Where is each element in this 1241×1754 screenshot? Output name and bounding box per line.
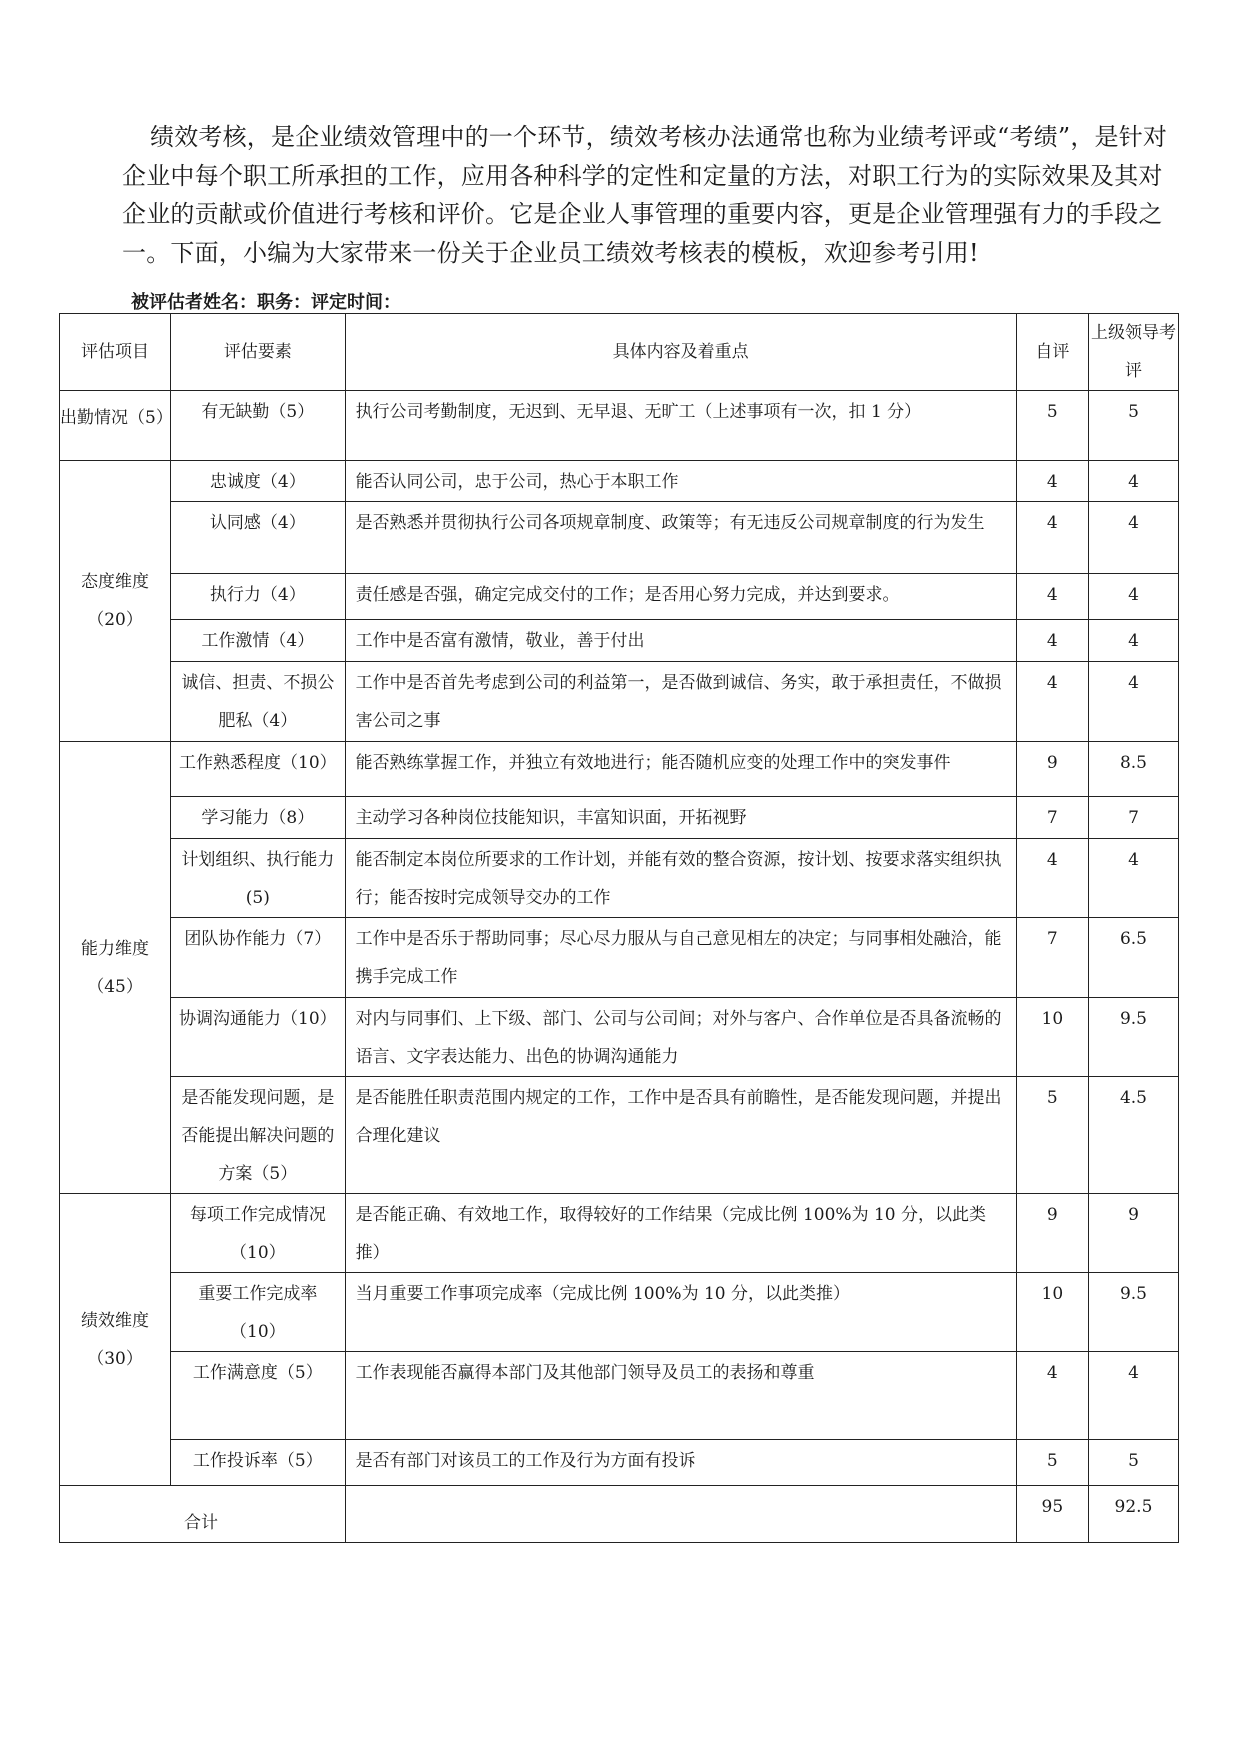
self-score-cell: 9 [1016, 1194, 1088, 1273]
element-cell: 认同感（4） [171, 502, 345, 574]
table-row [60, 662, 1179, 742]
total-content-cell [345, 1486, 1016, 1543]
table-row [60, 1273, 1179, 1352]
leader-score-cell: 9.5 [1088, 998, 1178, 1077]
header-category: 评估项目 [60, 314, 171, 391]
leader-score-cell: 9.5 [1088, 1273, 1178, 1352]
element-cell: 工作激情（4） [171, 620, 345, 662]
content-cell: 能否熟练掌握工作，并独立有效地进行；能否随机应变的处理工作中的突发事件 [345, 742, 1016, 797]
self-score-cell: 10 [1016, 998, 1088, 1077]
header-content: 具体内容及着重点 [345, 314, 1016, 391]
content-cell: 是否有部门对该员工的工作及行为方面有投诉 [345, 1440, 1016, 1486]
self-score-cell: 4 [1016, 574, 1088, 620]
intro-paragraph: 绩效考核，是企业绩效管理中的一个环节，绩效考核办法通常也称为业绩考评或“考绩”，是针对企业中每个职工所承担的工作，应用各种科学的定性和定量的方法，对职工行为的实际效果及其对企业的贡献或价值进行考核和评价。它是企业人事管理的重要内容，更是企业管理强有力的手段之一。下面，小编为大家带来一份关于企业员工绩效考核表的模板，欢迎参考引用! [122, 123, 1168, 267]
self-score-cell: 4 [1016, 839, 1088, 918]
content-cell: 是否能胜任职责范围内规定的工作，工作中是否具有前瞻性，是否能发现问题，并提出合理化建议 [345, 1077, 1016, 1194]
table-row [60, 391, 1179, 461]
leader-score-cell: 7 [1088, 797, 1178, 839]
content-cell: 能否制定本岗位所要求的工作计划，并能有效的整合资源，按计划、按要求落实组织执行；能否按时完成领导交办的工作 [345, 839, 1016, 918]
leader-score-cell: 4 [1088, 620, 1178, 662]
leader-score-cell: 4 [1088, 839, 1178, 918]
table-row [60, 1352, 1179, 1440]
table-header-row [60, 314, 1179, 391]
leader-score-cell: 9 [1088, 1194, 1178, 1273]
table-row [60, 998, 1179, 1077]
content-cell: 主动学习各种岗位技能知识，丰富知识面，开拓视野 [345, 797, 1016, 839]
table-row [60, 620, 1179, 662]
leader-score-cell: 5 [1088, 1440, 1178, 1486]
content-cell: 执行公司考勤制度，无迟到、无早退、无旷工（上述事项有一次，扣 1 分） [345, 391, 1016, 461]
content-cell: 工作中是否首先考虑到公司的利益第一，是否做到诚信、务实，敢于承担责任，不做损害公司之事 [345, 662, 1016, 742]
element-cell: 有无缺勤（5） [171, 391, 345, 461]
self-score-cell: 5 [1016, 1077, 1088, 1194]
header-self-score: 自评 [1016, 314, 1088, 391]
element-cell: 执行力（4） [171, 574, 345, 620]
self-score-cell: 4 [1016, 662, 1088, 742]
category-attitude: 态度维度（20） [60, 461, 171, 742]
element-cell: 学习能力（8） [171, 797, 345, 839]
element-cell: 协调沟通能力（10） [171, 998, 345, 1077]
table-row [60, 839, 1179, 918]
content-cell: 工作中是否乐于帮助同事；尽心尽力服从与自己意见相左的决定；与同事相处融洽，能携手完成工作 [345, 918, 1016, 998]
table-row [60, 918, 1179, 998]
content-cell: 当月重要工作事项完成率（完成比例 100%为 10 分，以此类推） [345, 1273, 1016, 1352]
table-row [60, 1440, 1179, 1486]
category-performance: 绩效维度（30） [60, 1194, 171, 1486]
self-score-cell: 4 [1016, 461, 1088, 502]
content-cell: 工作中是否富有激情，敬业，善于付出 [345, 620, 1016, 662]
content-cell: 是否熟悉并贯彻执行公司各项规章制度、政策等；有无违反公司规章制度的行为发生 [345, 502, 1016, 574]
evaluatee-info-line: 被评估者姓名：职务：评定时间： [131, 292, 401, 313]
self-score-cell: 9 [1016, 742, 1088, 797]
table-row [60, 1194, 1179, 1273]
header-element: 评估要素 [171, 314, 345, 391]
table-row [60, 461, 1179, 502]
content-cell: 是否能正确、有效地工作，取得较好的工作结果（完成比例 100%为 10 分，以此类推） [345, 1194, 1016, 1273]
total-label: 合计 [60, 1486, 346, 1543]
table-row [60, 742, 1179, 797]
self-score-cell: 4 [1016, 620, 1088, 662]
leader-score-cell: 4 [1088, 502, 1178, 574]
element-cell: 团队协作能力（7） [171, 918, 345, 998]
element-cell: 是否能发现问题，是否能提出解决问题的方案（5） [171, 1077, 345, 1194]
content-cell: 责任感是否强，确定完成交付的工作；是否用心努力完成，并达到要求。 [345, 574, 1016, 620]
header-leader-score: 上级领导考评 [1088, 314, 1178, 391]
table-row [60, 574, 1179, 620]
category-ability: 能力维度（45） [60, 742, 171, 1194]
leader-score-cell: 4 [1088, 574, 1178, 620]
leader-score-cell: 4.5 [1088, 1077, 1178, 1194]
total-row [60, 1486, 1179, 1543]
content-cell: 能否认同公司，忠于公司，热心于本职工作 [345, 461, 1016, 502]
leader-score-cell: 6.5 [1088, 918, 1178, 998]
self-score-cell: 4 [1016, 1352, 1088, 1440]
element-cell: 工作投诉率（5） [171, 1440, 345, 1486]
category-attendance: 出勤情况（5） [60, 391, 171, 461]
element-cell: 诚信、担责、不损公肥私（4） [171, 662, 345, 742]
element-cell: 每项工作完成情况（10） [171, 1194, 345, 1273]
leader-score-cell: 4 [1088, 662, 1178, 742]
appraisal-table [59, 313, 1179, 1543]
leader-score-cell: 8.5 [1088, 742, 1178, 797]
total-leader-score: 92.5 [1088, 1486, 1178, 1543]
table-row [60, 797, 1179, 839]
table-row [60, 1077, 1179, 1194]
total-self-score: 95 [1016, 1486, 1088, 1543]
content-cell: 工作表现能否赢得本部门及其他部门领导及员工的表扬和尊重 [345, 1352, 1016, 1440]
element-cell: 工作满意度（5） [171, 1352, 345, 1440]
self-score-cell: 7 [1016, 797, 1088, 839]
table-row [60, 502, 1179, 574]
self-score-cell: 4 [1016, 502, 1088, 574]
leader-score-cell: 4 [1088, 1352, 1178, 1440]
self-score-cell: 5 [1016, 391, 1088, 461]
self-score-cell: 7 [1016, 918, 1088, 998]
leader-score-cell: 4 [1088, 461, 1178, 502]
element-cell: 忠诚度（4） [171, 461, 345, 502]
self-score-cell: 5 [1016, 1440, 1088, 1486]
element-cell: 工作熟悉程度（10） [171, 742, 345, 797]
self-score-cell: 10 [1016, 1273, 1088, 1352]
leader-score-cell: 5 [1088, 391, 1178, 461]
element-cell: 计划组织、执行能力(5) [171, 839, 345, 918]
content-cell: 对内与同事们、上下级、部门、公司与公司间；对外与客户、合作单位是否具备流畅的语言、文字表达能力、出色的协调沟通能力 [345, 998, 1016, 1077]
element-cell: 重要工作完成率（10） [171, 1273, 345, 1352]
